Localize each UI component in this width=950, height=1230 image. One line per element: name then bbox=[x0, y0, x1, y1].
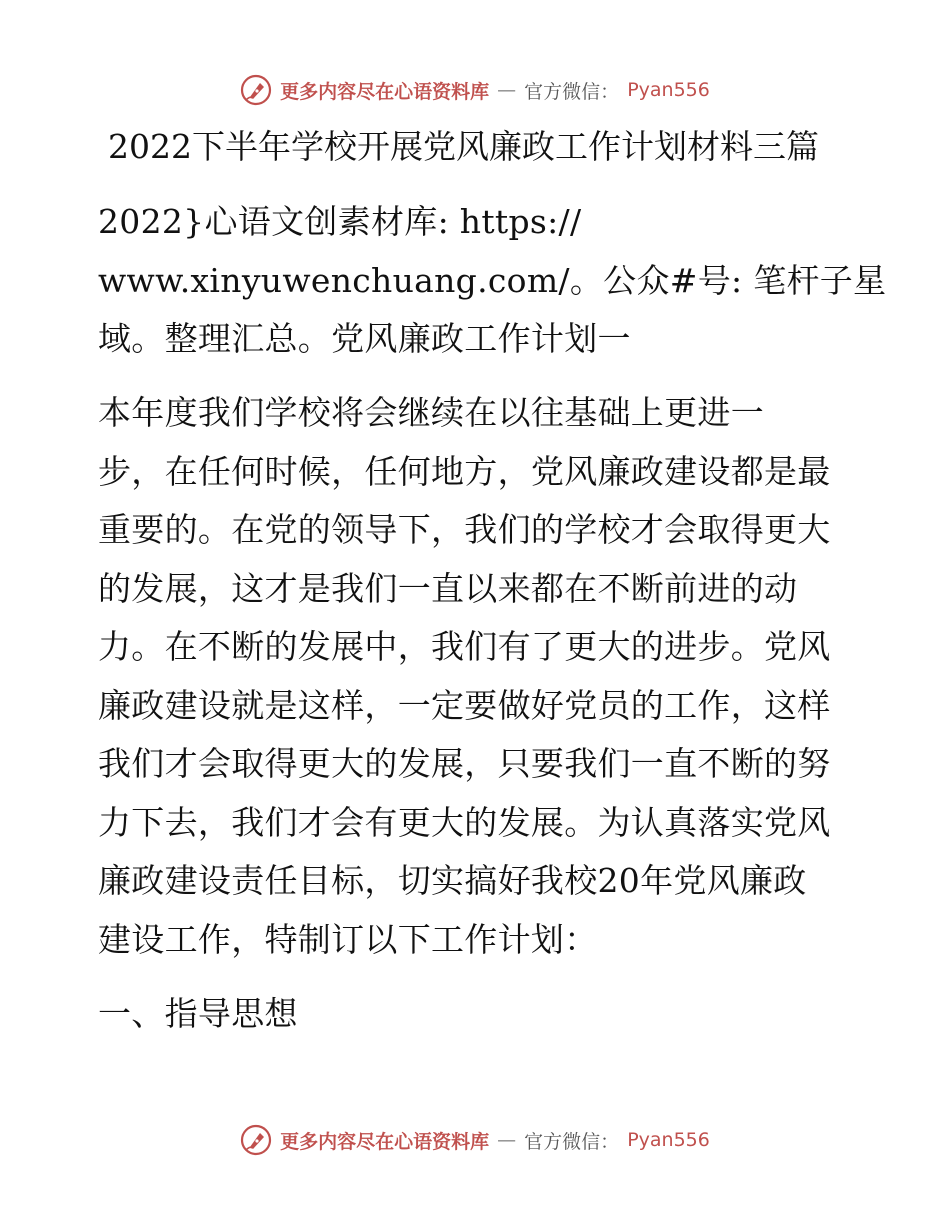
body-line: 建设工作，特制订以下工作计划： bbox=[98, 919, 598, 959]
body-line: 的发展，这才是我们一直以来都在不断前进的动 bbox=[98, 568, 798, 608]
body-line: 力下去，我们才会有更大的发展。为认真落实党风 bbox=[98, 802, 831, 842]
body-paragraph bbox=[98, 384, 858, 969]
source-paragraph bbox=[98, 193, 887, 369]
watermark-dash: — bbox=[497, 79, 517, 101]
section-heading bbox=[98, 985, 858, 1044]
body-line: 本年度我们学校将会继续在以往基础上更进一 bbox=[98, 393, 764, 432]
body-line: 重要的。在党的领导下，我们的学校才会取得更大 bbox=[98, 510, 831, 549]
watermark-slogan: 更多内容尽在心语资料库 bbox=[280, 1130, 490, 1153]
watermark-wechat-label: 官方微信： bbox=[524, 1130, 620, 1153]
watermark-wechat-label: 官方微信： bbox=[524, 80, 620, 103]
pen-nib-logo-icon bbox=[240, 1124, 272, 1156]
section-heading-text: 一、指导思想 bbox=[98, 994, 298, 1033]
body-line: 步，在任何时候，任何地方，党风廉政建设都是最 bbox=[98, 451, 831, 491]
source-line: www.xinyuwenchuang.com/。公众#号: 笔杆子星 bbox=[98, 260, 887, 300]
source-line: 域。整理汇总。党风廉政工作计划一 bbox=[98, 319, 631, 358]
watermark-wechat-id: Pyan556 bbox=[627, 79, 710, 101]
watermark-slogan: 更多内容尽在心语资料库 bbox=[280, 80, 490, 103]
body-line: 我们才会取得更大的发展，只要我们一直不断的努 bbox=[98, 744, 831, 783]
source-line: 2022}心语文创素材库: https:// bbox=[98, 202, 582, 241]
pen-nib-logo-icon bbox=[240, 74, 272, 106]
document-title: 2022下半年学校开展党风廉政工作计划材料三篇 bbox=[108, 127, 819, 166]
body-line: 廉政建设就是这样，一定要做好党员的工作，这样 bbox=[98, 685, 831, 725]
footer-watermark bbox=[0, 1120, 950, 1160]
watermark-wechat-id: Pyan556 bbox=[627, 1129, 710, 1151]
header-watermark bbox=[0, 70, 950, 110]
watermark-dash: — bbox=[497, 1129, 517, 1151]
body-line: 廉政建设责任目标，切实搞好我校20年党风廉政 bbox=[98, 861, 807, 900]
body-line: 力。在不断的发展中，我们有了更大的进步。党风 bbox=[98, 627, 831, 666]
